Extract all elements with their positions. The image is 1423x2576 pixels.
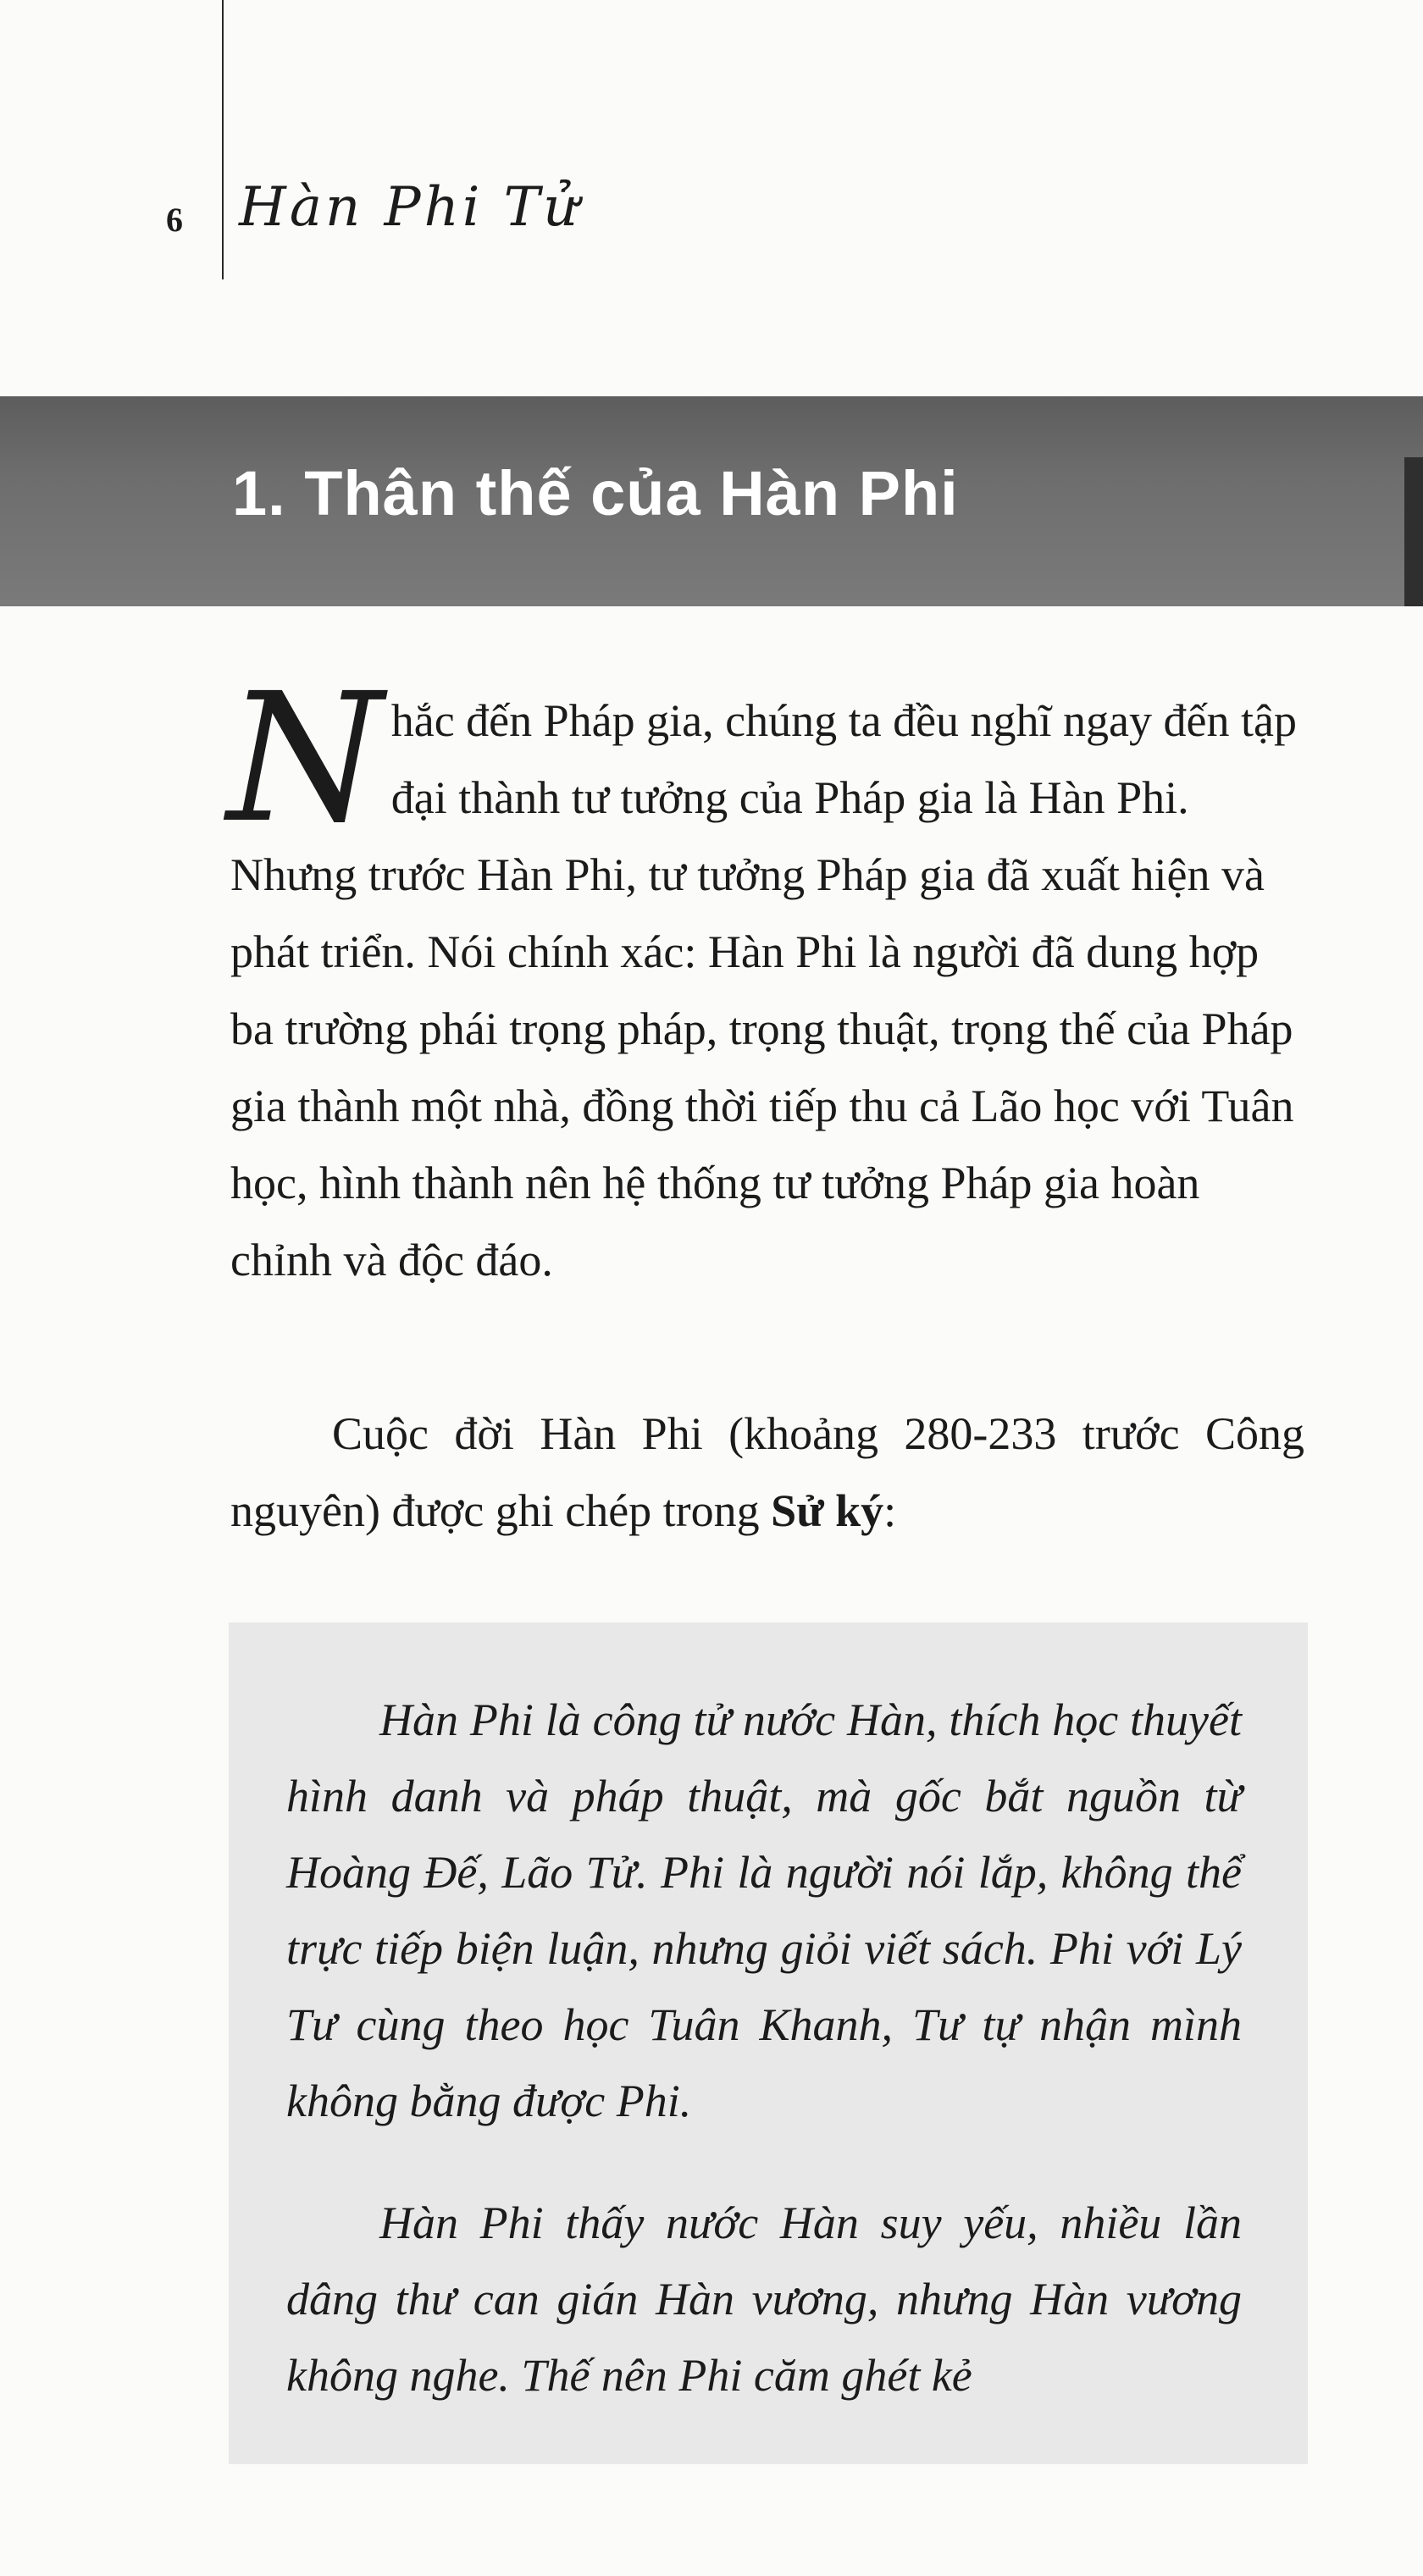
source-title: Sử ký (771, 1485, 884, 1536)
quote-paragraph-2: Hàn Phi thấy nước Hàn suy yếu, nhiều lần dâng thư can gián Hàn vương, nhưng Hàn vương không nghe. Thế nên Phi căm ghét kẻ (286, 2197, 1242, 2401)
intro-paragraph (227, 655, 1304, 1299)
source-text-before: Cuộc đời Hàn Phi (khoảng 280-233 trước Công nguyên) được ghi chép trong (230, 1408, 1304, 1536)
source-paragraph (230, 1396, 1304, 1550)
quote-paragraph-1: Hàn Phi là công tử nước Hàn, thích học thuyết hình danh và pháp thuật, mà gốc bắt nguồn từ Hoàng Đế, Lão Tử. Phi là người nói lắp, không thể trực tiếp biện luận, nhưng giỏi viết sách. Phi với Lý Tư cùng theo học Tuân Khanh, Tư tự nhận mình không bằng được Phi. (286, 1694, 1242, 2126)
drop-cap: N (227, 655, 383, 862)
section-band-edge (1404, 457, 1423, 606)
running-title: Hàn Phi Tử (239, 176, 582, 239)
page-number: 6 (166, 201, 183, 239)
gutter-rule (222, 0, 224, 279)
source-text-after: : (883, 1485, 897, 1536)
section-title: 1. Thân thế của Hàn Phi (232, 458, 959, 528)
intro-text: hắc đến Pháp gia, chúng ta đều nghĩ ngay đến tập đại thành tư tưởng của Pháp gia là Hàn Phi. Nhưng trước Hàn Phi, tư tưởng Pháp gia đã xuất hiện và phát triển. Nói chính xác: Hàn Phi là người đã dung hợp ba trường phái trọng pháp, trọng thuật, trọng thế của Pháp gia thành một nhà, đồng thời tiếp thu cả Lão học với Tuân học, hình thành nên hệ thống tư tưởng Pháp gia hoàn chỉnh và độc đáo. (230, 695, 1297, 1285)
